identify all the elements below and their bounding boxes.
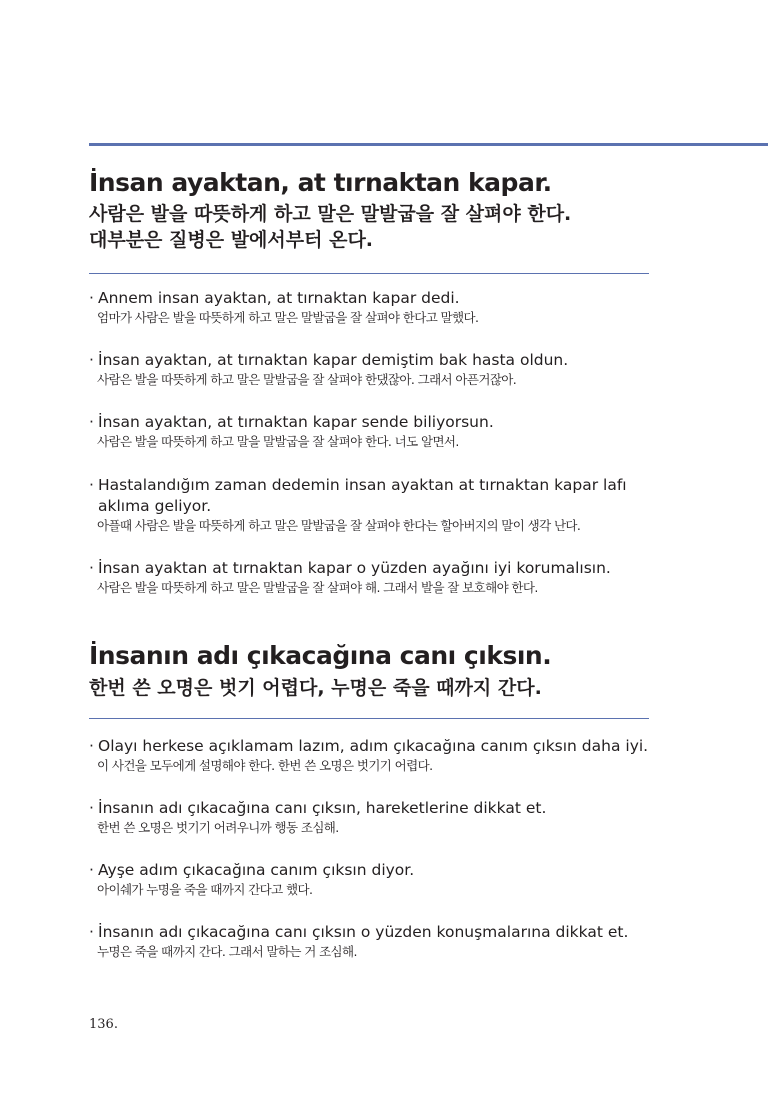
example-turkish: · Olayı herkese açıklamam lazım, adım çıkacağına canım çıksın daha iyi.: [89, 736, 649, 757]
proverb-meaning-1-line-2: 대부분은 질병은 발에서부터 온다.: [89, 229, 374, 251]
example-korean: 이 사건을 모두에게 설명해야 한다. 한번 쓴 오명은 벗기기 어렵다.: [97, 758, 433, 773]
example-korean: 사람은 발을 따뜻하게 하고 말을 말발굽을 잘 살펴야 한다. 너도 알면서.: [97, 434, 459, 449]
example-item: [89, 288, 649, 326]
example-item: [89, 736, 649, 774]
example-korean: 사람은 발을 따뜻하게 하고 말은 말발굽을 잘 살펴야 해. 그래서 발을 잘 보호해야 한다.: [97, 580, 538, 595]
section-divider: [89, 718, 649, 719]
example-item: [89, 798, 649, 836]
example-turkish: · İnsan ayaktan, at tırnaktan kapar demiştim bak hasta oldun.: [89, 350, 649, 371]
example-turkish: · Ayşe adım çıkacağına canım çıksın diyor.: [89, 860, 649, 881]
proverb-title-1: İnsan ayaktan, at tırnaktan kapar.: [89, 168, 552, 197]
example-turkish: · İnsan ayaktan at tırnaktan kapar o yüzden ayağını iyi korumalısın.: [89, 558, 649, 579]
page-number: 136.: [89, 1017, 118, 1032]
example-turkish: · İnsan ayaktan, at tırnaktan kapar sende biliyorsun.: [89, 412, 649, 433]
example-item: [89, 860, 649, 898]
example-item: [89, 475, 649, 534]
example-item: [89, 350, 649, 388]
proverb-meaning-1-line-1: 사람은 발을 따뜻하게 하고 말은 말발굽을 잘 살펴야 한다.: [89, 203, 572, 225]
proverb-title-2: İnsanın adı çıkacağına canı çıksın.: [89, 641, 552, 670]
section-divider: [89, 273, 649, 274]
example-item: [89, 922, 649, 960]
example-turkish: · Annem insan ayaktan, at tırnaktan kapar dedi.: [89, 288, 649, 309]
example-korean: 누명은 죽을 때까지 간다. 그래서 말하는 거 조심해.: [97, 944, 357, 959]
example-item: [89, 558, 649, 596]
top-accent-rule: [89, 143, 768, 146]
proverb-meaning-2-line-1: 한번 쓴 오명은 벗기 어렵다, 누명은 죽을 때까지 간다.: [89, 677, 542, 699]
example-korean: 아플때 사람은 발을 따뜻하게 하고 말은 말발굽을 잘 살펴야 한다는 할아버지의 말이 생각 난다.: [97, 518, 581, 533]
example-item: [89, 412, 649, 450]
example-korean: 사람은 발을 따뜻하게 하고 말은 말발굽을 잘 살펴야 한댔잖아. 그래서 아픈거잖아.: [97, 372, 517, 387]
example-turkish: · Hastalandığım zaman dedemin insan ayaktan at tırnaktan kapar lafı aklıma geliyor.: [89, 475, 649, 517]
example-turkish: · İnsanın adı çıkacağına canı çıksın o yüzden konuşmalarına dikkat et.: [89, 922, 649, 943]
example-korean: 한번 쓴 오명은 벗기기 어려우니까 행동 조심해.: [97, 820, 339, 835]
example-turkish: · İnsanın adı çıkacağına canı çıksın, hareketlerine dikkat et.: [89, 798, 649, 819]
example-korean: 아이쉐가 누명을 죽을 때까지 간다고 했다.: [97, 882, 313, 897]
example-korean: 엄마가 사람은 발을 따뜻하게 하고 말은 말발굽을 잘 살펴야 한다고 말했다.: [97, 310, 479, 325]
